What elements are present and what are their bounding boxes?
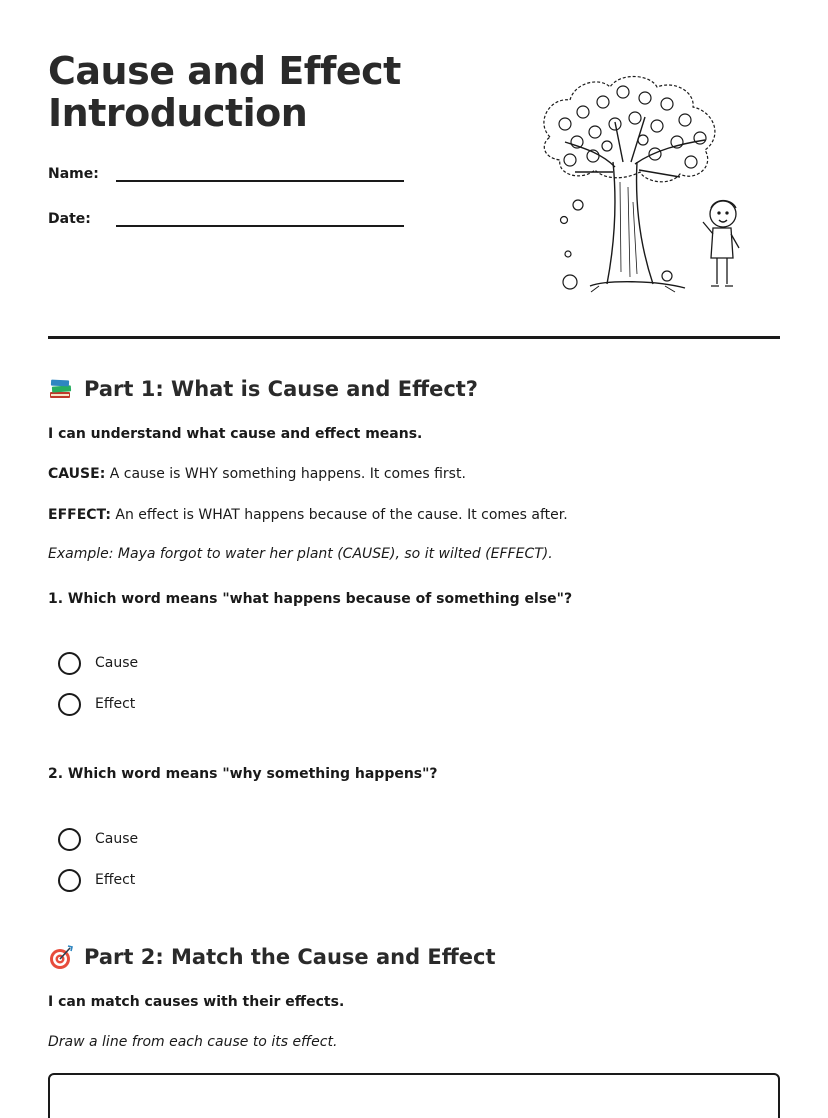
- apple-tree-illustration: [495, 62, 745, 298]
- q2-option-effect[interactable]: [58, 868, 135, 892]
- page-title: [48, 50, 401, 134]
- part2-objective: I can match causes with their effects.: [48, 994, 345, 1010]
- matching-activity-box: [48, 1073, 780, 1118]
- question-2: 2. Which word means "why something happens"?: [48, 766, 438, 782]
- q1-option-cause[interactable]: [58, 651, 138, 675]
- books-icon: [48, 376, 74, 402]
- option-label: Cause: [95, 655, 139, 671]
- option-label: Effect: [95, 872, 136, 888]
- date-label: Date:: [48, 211, 91, 227]
- name-field: [48, 158, 404, 182]
- effect-definition: [48, 505, 568, 525]
- radio-button[interactable]: [58, 828, 81, 851]
- q2-option-cause[interactable]: [58, 827, 138, 851]
- part2-instruction: Draw a line from each cause to its effect.: [48, 1034, 338, 1050]
- title-line-1: Cause and Effect: [48, 49, 401, 93]
- option-label: Cause: [95, 831, 139, 847]
- part1-heading: [48, 376, 478, 402]
- question-1: 1. Which word means "what happens because of something else"?: [48, 591, 573, 607]
- target-icon: [48, 944, 74, 970]
- example-text: Example: Maya forgot to water her plant (CAUSE), so it wilted (EFFECT).: [48, 546, 553, 562]
- cause-label: CAUSE:: [48, 466, 106, 482]
- cause-text: A cause is WHY something happens. It comes first.: [105, 466, 466, 482]
- part1-title: Part 1: What is Cause and Effect?: [84, 377, 478, 401]
- option-label: Effect: [95, 696, 136, 712]
- title-line-2: Introduction: [48, 91, 308, 135]
- effect-text: An effect is WHAT happens because of the cause. It comes after.: [110, 507, 568, 523]
- radio-button[interactable]: [58, 652, 81, 675]
- date-field: [48, 203, 404, 227]
- part2-title: Part 2: Match the Cause and Effect: [84, 945, 496, 969]
- part1-objective: I can understand what cause and effect means.: [48, 426, 423, 442]
- date-line[interactable]: [116, 203, 404, 227]
- section-divider: [48, 336, 780, 339]
- cause-definition: [48, 464, 466, 484]
- part2-heading: [48, 944, 496, 970]
- name-label: Name:: [48, 166, 99, 182]
- radio-button[interactable]: [58, 869, 81, 892]
- name-line[interactable]: [116, 158, 404, 182]
- effect-label: EFFECT:: [48, 507, 111, 523]
- radio-button[interactable]: [58, 693, 81, 716]
- q1-option-effect[interactable]: [58, 692, 135, 716]
